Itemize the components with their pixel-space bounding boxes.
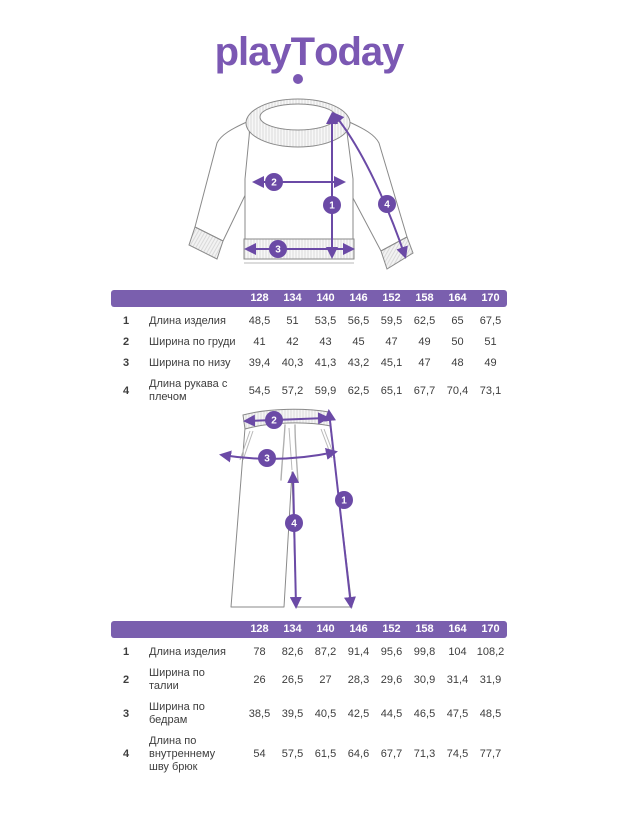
size-column-header: 164 bbox=[448, 292, 467, 304]
measurement-value: 87,2 bbox=[314, 646, 337, 658]
measurement-value: 73,1 bbox=[479, 384, 502, 397]
measurement-value: 95,6 bbox=[380, 646, 403, 658]
measurement-value: 71,3 bbox=[413, 748, 436, 760]
measurement-row bbox=[111, 697, 507, 731]
measurement-value: 26 bbox=[253, 673, 266, 686]
measurement-label: Ширина по талии bbox=[149, 667, 205, 692]
measurement-value: 51 bbox=[286, 315, 299, 327]
row-number: 1 bbox=[122, 646, 130, 658]
measurement-label: Длина изделия bbox=[149, 315, 226, 327]
measurement-value: 48 bbox=[451, 357, 464, 369]
measurement-value: 45 bbox=[352, 336, 365, 348]
measurement-value: 44,5 bbox=[380, 707, 403, 720]
measurement-label: Длина изделия bbox=[149, 646, 226, 658]
measurement-value: 41,3 bbox=[314, 357, 337, 369]
measurement-value: 42 bbox=[286, 336, 299, 348]
sweater-measurement-diagram bbox=[187, 87, 431, 287]
row-number: 4 bbox=[122, 384, 130, 397]
size-column-header: 128 bbox=[250, 292, 269, 304]
measurement-value: 78 bbox=[253, 646, 266, 658]
size-column-header: 128 bbox=[250, 623, 269, 635]
pants-size-table bbox=[111, 621, 507, 778]
size-column-header: 158 bbox=[415, 623, 434, 635]
svg-text:1: 1 bbox=[341, 495, 347, 507]
size-header-row bbox=[111, 290, 507, 307]
measurement-value: 67,5 bbox=[479, 315, 502, 327]
size-column-header: 146 bbox=[349, 292, 368, 304]
svg-text:1: 1 bbox=[329, 200, 335, 212]
logo-text-oday: oday bbox=[314, 30, 404, 74]
logo-text-play: play bbox=[214, 30, 291, 74]
size-column-header: 134 bbox=[283, 292, 302, 304]
measurement-value: 62,5 bbox=[347, 384, 370, 397]
measurement-row bbox=[111, 642, 507, 663]
size-column-header: 170 bbox=[481, 623, 500, 635]
measurement-row bbox=[111, 353, 507, 374]
measurement-value: 28,3 bbox=[347, 673, 370, 686]
measurement-value: 40,3 bbox=[281, 357, 304, 369]
row-number: 1 bbox=[122, 315, 130, 327]
measurement-row bbox=[111, 311, 507, 332]
measurement-value: 39,5 bbox=[281, 707, 304, 720]
measurement-value: 46,5 bbox=[413, 707, 436, 720]
size-column-header: 146 bbox=[349, 623, 368, 635]
measurement-label: Ширина по груди bbox=[149, 336, 236, 348]
measurement-value: 51 bbox=[484, 336, 497, 348]
logo-text-t: T bbox=[291, 30, 314, 75]
measurement-value: 54,5 bbox=[248, 384, 271, 397]
row-number: 2 bbox=[122, 336, 130, 348]
measurement-value: 57,2 bbox=[281, 384, 304, 397]
size-header-row bbox=[111, 621, 507, 638]
measurement-value: 39,4 bbox=[248, 357, 271, 369]
measurement-value: 48,5 bbox=[479, 707, 502, 720]
measurement-value: 99,8 bbox=[413, 646, 436, 658]
measurement-value: 74,5 bbox=[446, 748, 469, 760]
measurement-value: 48,5 bbox=[248, 315, 271, 327]
measurement-value: 65 bbox=[451, 315, 464, 327]
measurement-value: 67,7 bbox=[380, 748, 403, 760]
sweater-size-table bbox=[111, 290, 507, 408]
measurement-value: 47,5 bbox=[446, 707, 469, 720]
pants-measurement-diagram bbox=[209, 408, 409, 621]
measurement-row bbox=[111, 332, 507, 353]
measurement-value: 49 bbox=[418, 336, 431, 348]
measurement-row bbox=[111, 731, 507, 778]
measurement-value: 27 bbox=[319, 673, 332, 686]
header bbox=[0, 0, 618, 75]
measurement-label: Ширина по бедрам bbox=[149, 701, 205, 726]
measurement-value: 59,5 bbox=[380, 315, 403, 327]
measurement-value: 104 bbox=[448, 646, 467, 658]
measurement-value: 50 bbox=[451, 336, 464, 348]
measurement-label: Длина рукава с плечом bbox=[149, 378, 228, 403]
svg-text:2: 2 bbox=[271, 415, 277, 427]
measurement-value: 47 bbox=[385, 336, 398, 348]
measurement-value: 41 bbox=[253, 336, 266, 348]
size-column-header: 140 bbox=[316, 623, 335, 635]
sweater-left-sleeve bbox=[189, 121, 251, 259]
size-column-header: 140 bbox=[316, 292, 335, 304]
size-column-header: 164 bbox=[448, 623, 467, 635]
brand-logo bbox=[215, 30, 404, 75]
row-number: 2 bbox=[122, 673, 130, 686]
measurement-value: 42,5 bbox=[347, 707, 370, 720]
measurement-label: Ширина по низу bbox=[149, 357, 231, 369]
measurement-value: 65,1 bbox=[380, 384, 403, 397]
size-column-header: 158 bbox=[415, 292, 434, 304]
measurement-value: 26,5 bbox=[281, 673, 304, 686]
svg-text:3: 3 bbox=[264, 453, 270, 465]
row-number: 4 bbox=[122, 748, 130, 760]
measurement-value: 70,4 bbox=[446, 384, 469, 397]
measurement-value: 64,6 bbox=[347, 748, 370, 760]
svg-text:2: 2 bbox=[271, 177, 277, 189]
measurement-row bbox=[111, 374, 507, 408]
size-column-header: 152 bbox=[382, 623, 401, 635]
row-number: 3 bbox=[122, 707, 130, 720]
measurement-value: 53,5 bbox=[314, 315, 337, 327]
measurement-value: 43 bbox=[319, 336, 332, 348]
measurement-value: 67,7 bbox=[413, 384, 436, 397]
measurement-value: 61,5 bbox=[314, 748, 337, 760]
logo-dot-icon bbox=[293, 74, 303, 84]
measurement-value: 38,5 bbox=[248, 707, 271, 720]
sweater-collar bbox=[246, 99, 350, 147]
measurement-value: 43,2 bbox=[347, 357, 370, 369]
measurement-value: 82,6 bbox=[281, 646, 304, 658]
measurement-label: Длина по внутреннему шву брюк bbox=[149, 735, 216, 773]
measurement-value: 57,5 bbox=[281, 748, 304, 760]
measurement-value: 31,9 bbox=[479, 673, 502, 686]
measurement-value: 54 bbox=[253, 748, 266, 760]
measurement-value: 108,2 bbox=[476, 646, 505, 658]
measurement-value: 62,5 bbox=[413, 315, 436, 327]
measurement-value: 30,9 bbox=[413, 673, 436, 686]
measurement-value: 59,9 bbox=[314, 384, 337, 397]
svg-text:4: 4 bbox=[384, 199, 390, 211]
row-number: 3 bbox=[122, 357, 130, 369]
measurement-value: 91,4 bbox=[347, 646, 370, 658]
measurement-row bbox=[111, 663, 507, 697]
size-column-header: 152 bbox=[382, 292, 401, 304]
measurement-value: 47 bbox=[418, 357, 431, 369]
size-column-header: 134 bbox=[283, 623, 302, 635]
measurement-value: 45,1 bbox=[380, 357, 403, 369]
measurement-value: 29,6 bbox=[380, 673, 403, 686]
measurement-value: 56,5 bbox=[347, 315, 370, 327]
measurement-value: 40,5 bbox=[314, 707, 337, 720]
measurement-value: 31,4 bbox=[446, 673, 469, 686]
size-column-header: 170 bbox=[481, 292, 500, 304]
measurement-value: 77,7 bbox=[479, 748, 502, 760]
measurement-value: 49 bbox=[484, 357, 497, 369]
svg-text:4: 4 bbox=[291, 518, 297, 530]
svg-text:3: 3 bbox=[275, 244, 281, 256]
